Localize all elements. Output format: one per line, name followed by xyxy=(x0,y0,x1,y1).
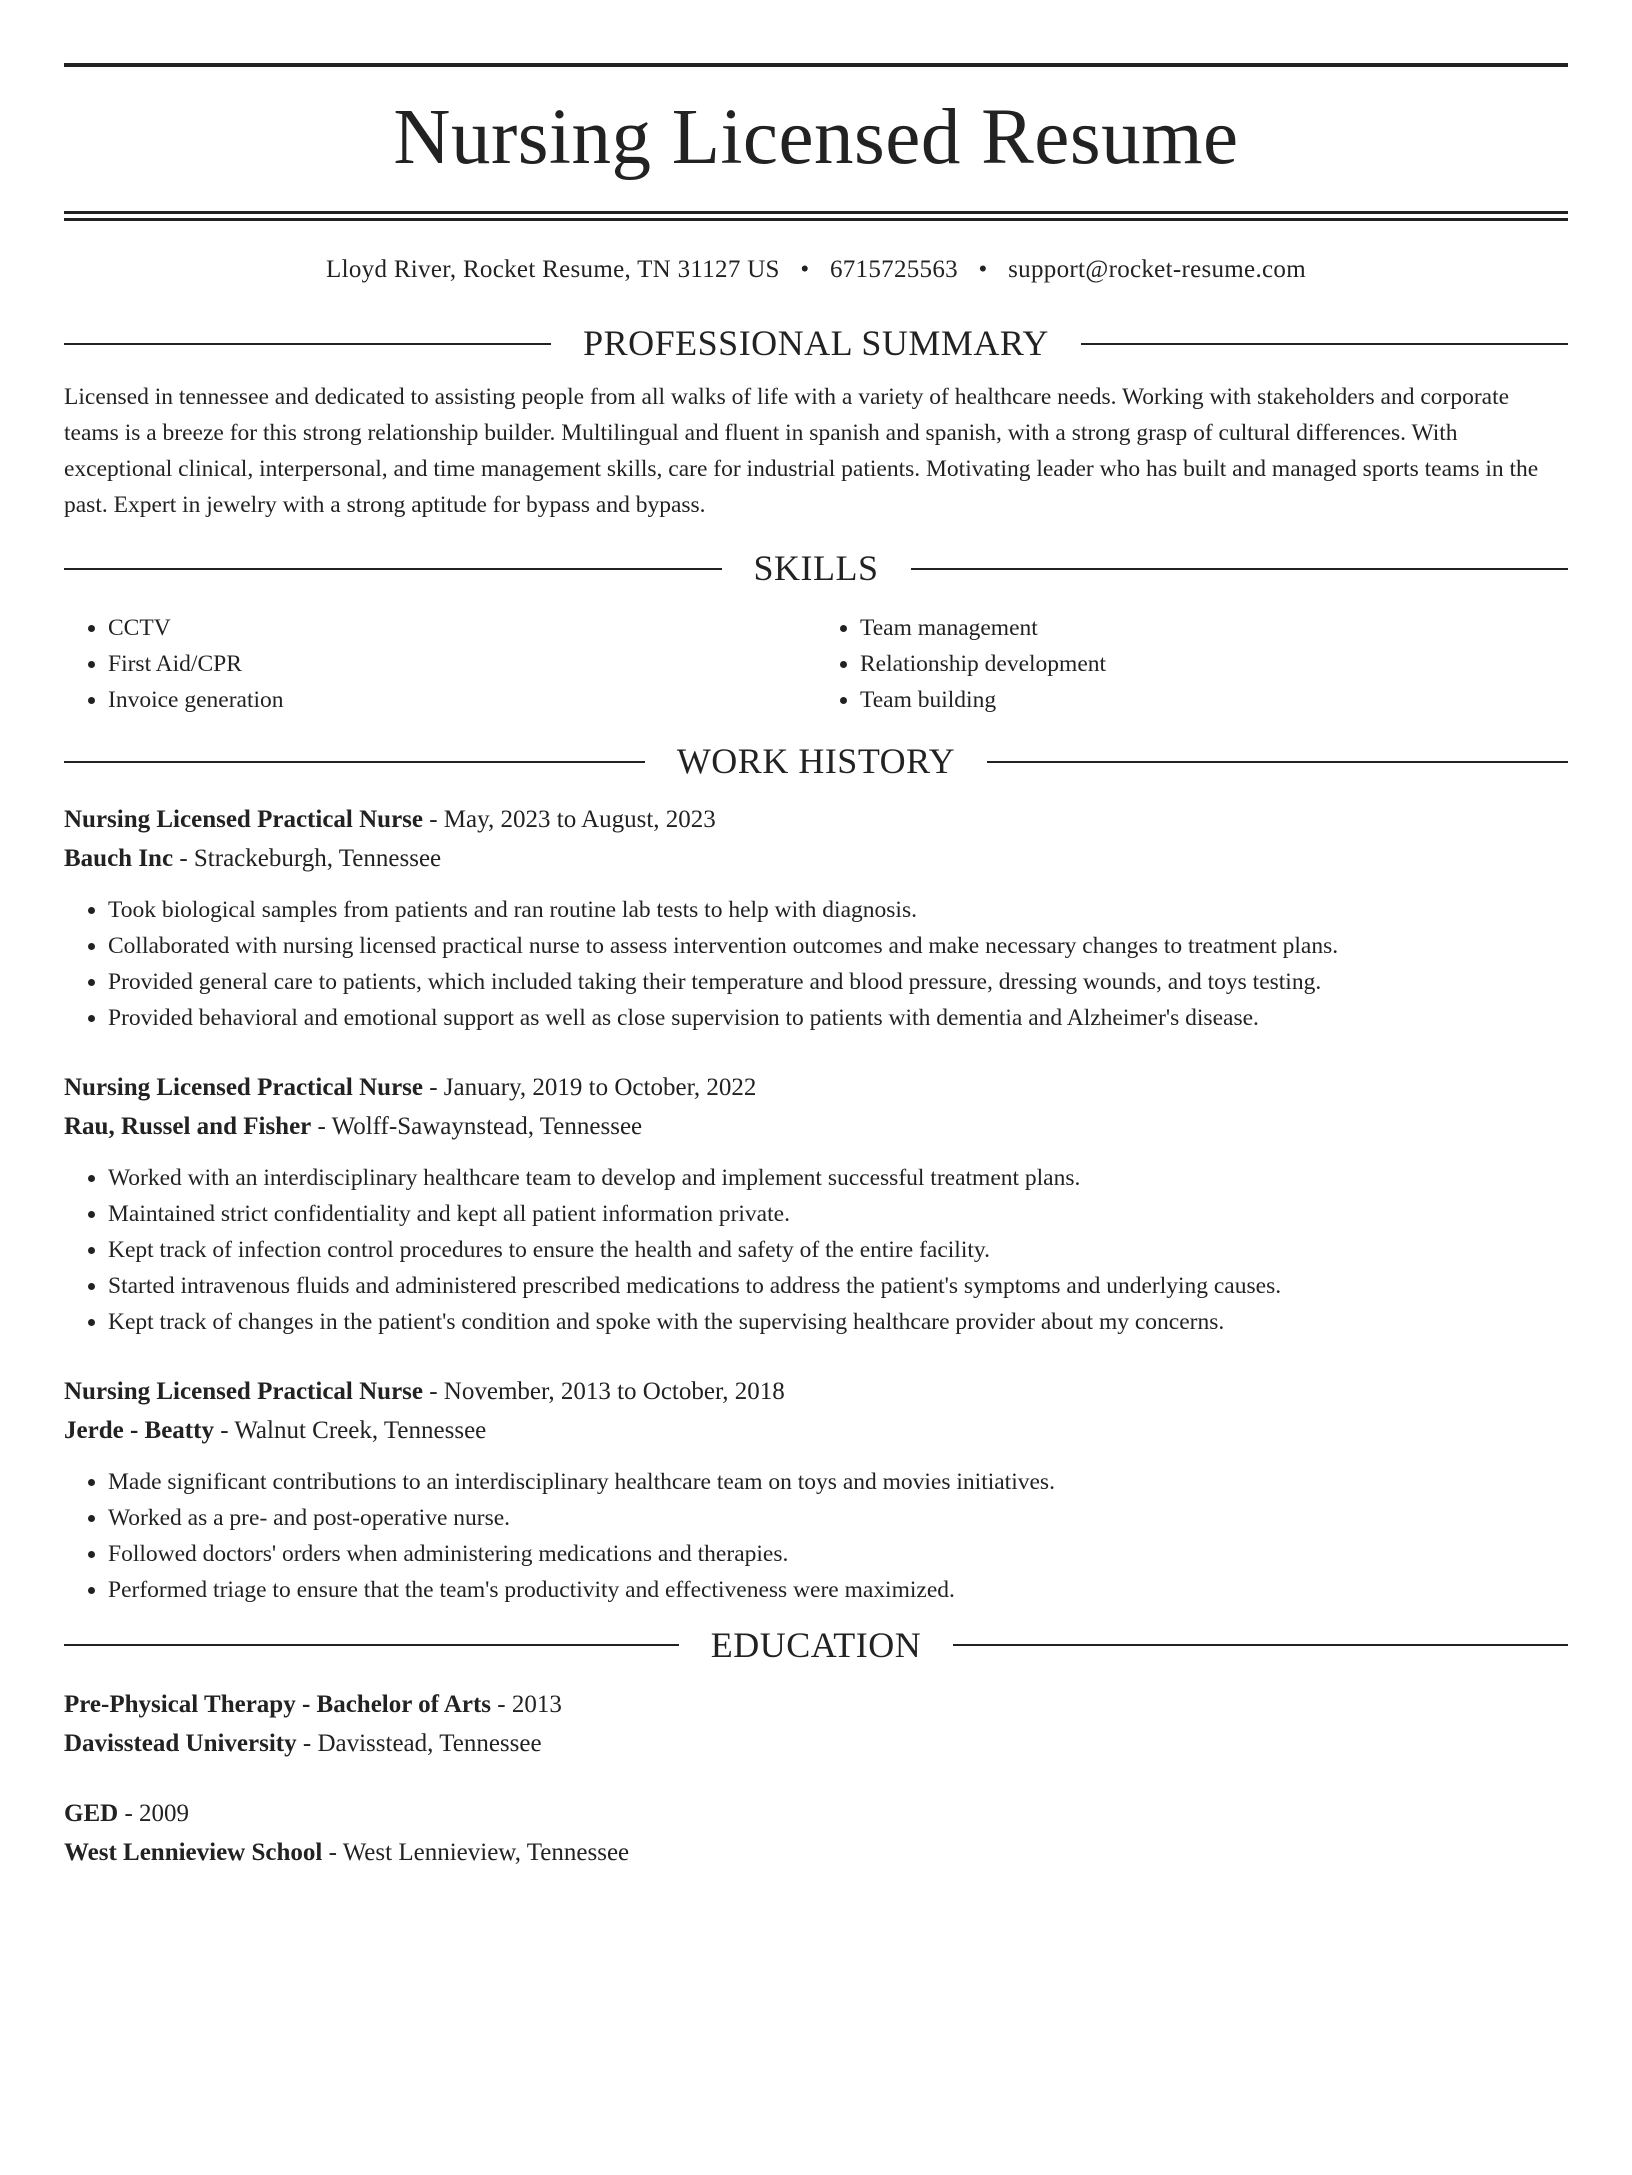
double-rule xyxy=(64,211,1568,221)
section-title-work: WORK HISTORY xyxy=(676,741,956,782)
job-dates: - November, 2013 to October, 2018 xyxy=(422,1377,785,1405)
job-bullets xyxy=(64,1160,1568,1340)
skill-item: • First Aid/CPR xyxy=(108,646,816,682)
skill-item: • Team management xyxy=(860,610,1568,646)
education-entry xyxy=(64,1794,1568,1872)
section-rule xyxy=(64,761,645,763)
job-bullet: • Followed doctors' orders when administering medications and therapies. xyxy=(108,1536,1568,1572)
job-title: Nursing Licensed Practical Nurse xyxy=(64,1073,423,1101)
section-header-summary xyxy=(64,322,1568,365)
job-company: Rau, Russel and Fisher xyxy=(64,1112,312,1140)
job-bullet: • Worked as a pre- and post-operative nurse. xyxy=(108,1500,1568,1536)
section-rule xyxy=(64,568,722,570)
job-dates: - May, 2023 to August, 2023 xyxy=(422,805,716,833)
job-company-line xyxy=(64,1411,1568,1450)
job-entry xyxy=(64,1372,1568,1608)
section-rule xyxy=(64,1644,679,1646)
skill-item: • Invoice generation xyxy=(108,682,816,718)
education-school: Davisstead University xyxy=(64,1729,297,1757)
skills-list xyxy=(64,610,1568,718)
job-bullet: • Worked with an interdisciplinary healthcare team to develop and implement successful treatment plans. xyxy=(108,1160,1568,1196)
page-title: Nursing Licensed Resume xyxy=(393,94,1239,181)
education-degree-line xyxy=(64,1794,1568,1833)
education-location: - Davisstead, Tennessee xyxy=(296,1729,542,1757)
contact-separator: • xyxy=(978,255,988,283)
contact-phone: 6715725563 xyxy=(829,255,958,283)
job-bullet: • Kept track of infection control procedures to ensure the health and safety of the entire facility. xyxy=(108,1232,1568,1268)
education-entry xyxy=(64,1685,1568,1763)
skills-column-left xyxy=(64,610,816,718)
job-bullet: • Maintained strict confidentiality and kept all patient information private. xyxy=(108,1196,1568,1232)
education-location: - West Lennieview, Tennessee xyxy=(322,1838,630,1866)
job-bullet: • Kept track of changes in the patient's condition and spoke with the supervising healthcare provider about my concerns. xyxy=(108,1304,1568,1340)
section-rule xyxy=(987,761,1568,763)
education-degree: GED xyxy=(64,1799,119,1827)
job-company: Bauch Inc xyxy=(64,844,174,872)
job-title-line xyxy=(64,1372,1568,1411)
job-bullets xyxy=(64,892,1568,1036)
job-bullets xyxy=(64,1464,1568,1608)
job-title: Nursing Licensed Practical Nurse xyxy=(64,1377,423,1405)
skill-item: • Relationship development xyxy=(860,646,1568,682)
job-location: - Wolff-Sawaynstead, Tennessee xyxy=(311,1112,643,1140)
section-title-summary: PROFESSIONAL SUMMARY xyxy=(583,322,1049,363)
job-title-line xyxy=(64,1068,1568,1107)
job-bullet: • Took biological samples from patients and ran routine lab tests to help with diagnosis. xyxy=(108,892,1568,928)
job-entry xyxy=(64,800,1568,1036)
resume-page xyxy=(0,63,1632,2175)
section-rule xyxy=(64,343,551,345)
contact-separator: • xyxy=(800,255,810,283)
contact-email: support@rocket-resume.com xyxy=(1008,255,1306,283)
job-location: - Walnut Creek, Tennessee xyxy=(213,1416,487,1444)
job-company: Jerde - Beatty xyxy=(64,1416,214,1444)
job-bullet: • Collaborated with nursing licensed practical nurse to assess intervention outcomes and make necessary changes to treatment plans. xyxy=(108,928,1568,964)
education-school: West Lennieview School xyxy=(64,1838,323,1866)
skill-item: • Team building xyxy=(860,682,1568,718)
education-school-line xyxy=(64,1833,1568,1872)
contact-line xyxy=(64,255,1568,285)
skill-item: • CCTV xyxy=(108,610,816,646)
job-dates: - January, 2019 to October, 2022 xyxy=(422,1073,757,1101)
job-company-line xyxy=(64,1107,1568,1146)
section-rule xyxy=(1081,343,1568,345)
section-rule xyxy=(953,1644,1568,1646)
education-degree: Pre-Physical Therapy - Bachelor of Arts xyxy=(64,1690,492,1718)
section-header-work xyxy=(64,740,1568,783)
education-school-line xyxy=(64,1724,1568,1763)
job-bullet: • Performed triage to ensure that the team's productivity and effectiveness were maximized. xyxy=(108,1572,1568,1608)
skills-column-right xyxy=(816,610,1568,718)
job-title-line xyxy=(64,800,1568,839)
section-rule xyxy=(911,568,1569,570)
job-title: Nursing Licensed Practical Nurse xyxy=(64,805,423,833)
summary-text: Licensed in tennessee and dedicated to assisting people from all walks of life with a variety of healthcare needs. Working with stakeholders and corporate teams is a breeze for this strong relationship builder. Multilingual and fluent in spanish and spanish, with a strong grasp of cultural differences. With exceptional clinical, interpersonal, and time management skills, care for industrial patients. Motivating leader who has built and managed sports teams in the past. Expert in jewelry with a strong aptitude for bypass and bypass. xyxy=(64,384,1539,519)
section-title-education: EDUCATION xyxy=(710,1624,922,1665)
job-entry xyxy=(64,1068,1568,1340)
contact-address: Lloyd River, Rocket Resume, TN 31127 US xyxy=(326,255,780,283)
job-bullet: • Started intravenous fluids and administered prescribed medications to address the patient's symptoms and underlying causes. xyxy=(108,1268,1568,1304)
job-location: - Strackeburgh, Tennessee xyxy=(173,844,442,872)
job-bullet: • Provided general care to patients, which included taking their temperature and blood pressure, dressing wounds, and toys testing. xyxy=(108,964,1568,1000)
section-header-skills xyxy=(64,547,1568,590)
education-year: - 2013 xyxy=(491,1690,562,1718)
section-title-skills: SKILLS xyxy=(753,548,879,589)
job-bullet: • Provided behavioral and emotional support as well as close supervision to patients with dementia and Alzheimer's disease. xyxy=(108,1000,1568,1036)
section-header-education xyxy=(64,1624,1568,1667)
job-bullet: • Made significant contributions to an interdisciplinary healthcare team on toys and movies initiatives. xyxy=(108,1464,1568,1500)
education-year: - 2009 xyxy=(118,1799,190,1827)
job-company-line xyxy=(64,839,1568,878)
education-degree-line xyxy=(64,1685,1568,1724)
